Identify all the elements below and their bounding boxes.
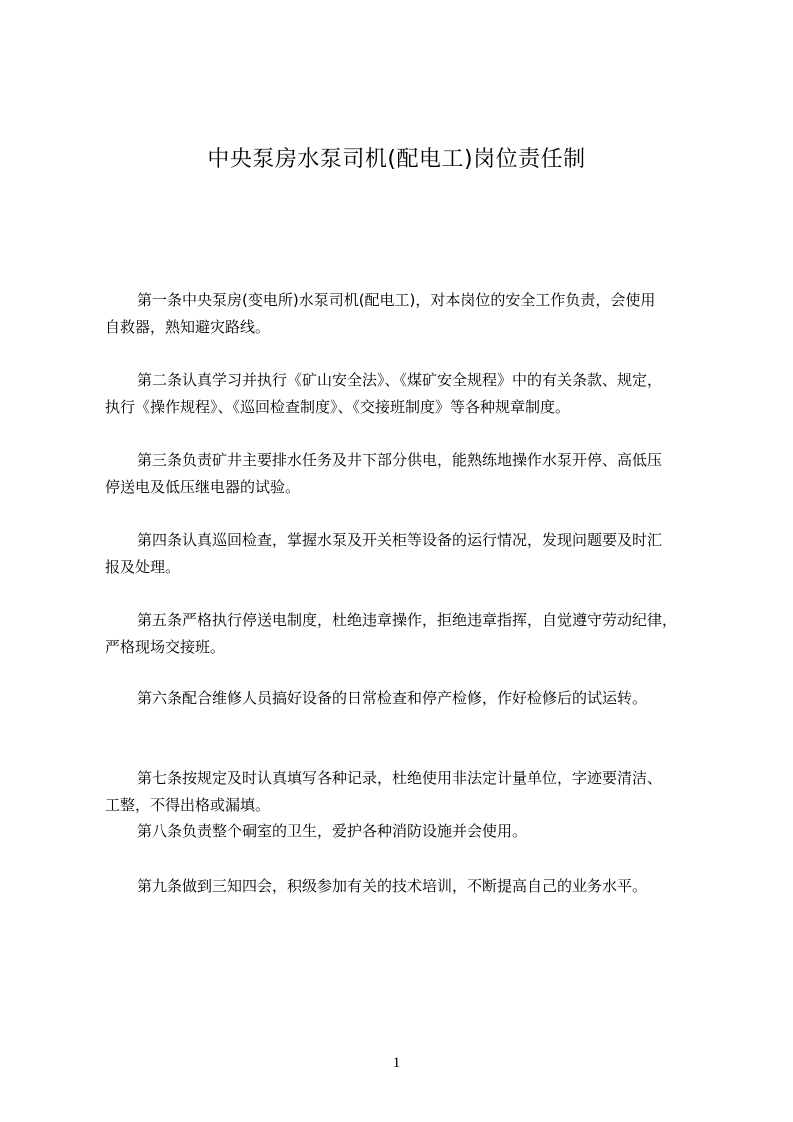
paragraph-line: 报及处理。 [105,558,181,576]
document-title: 中央泵房水泵司机(配电工)岗位责任制 [207,147,586,172]
paragraph-line: 第七条按规定及时认真填写各种记录，杜绝使用非法定计量单位，字迹要清洁、 [137,769,663,787]
article-5 [105,607,705,661]
paragraph-line: 第二条认真学习并执行《矿山安全法》、《煤矿安全规程》中的有关条款、规定， [137,371,663,389]
paragraph-line: 第六条配合维修人员搞好设备的日常检查和停产检修，作好检修后的试运转。 [137,689,648,707]
article-6 [105,685,705,712]
paragraph-line: 第四条认真巡回检查，掌握水泵及开关柜等设备的运行情况，发现问题要及时汇 [137,531,663,549]
article-4 [105,527,705,581]
article-8 [105,818,705,845]
paragraph-line: 第九条做到三知四会，积级参加有关的技术培训，不断提高自己的业务水平。 [137,877,648,895]
paragraph-line: 执行《操作规程》、《巡回检查制度》、《交接班制度》等各种规章制度。 [105,398,571,416]
paragraph-line: 第三条负责矿井主要排水任务及井下部分供电，能熟练地操作水泵开停、高低压 [137,451,663,469]
paragraph-line: 第五条严格执行停送电制度，杜绝违章操作，拒绝违章指挥，自觉遵守劳动纪律， [137,611,678,629]
article-1 [105,287,705,341]
article-7 [105,765,705,819]
paragraph-line: 自救器，熟知避灾路线。 [105,318,271,336]
paragraph-line: 严格现场交接班。 [105,638,226,656]
page-number: 1 [392,1055,401,1071]
paragraph-line: 停送电及低压继电器的试验。 [105,478,301,496]
paragraph-line: 第八条负责整个硐室的卫生，爱护各种消防设施并会使用。 [137,822,528,840]
paragraph-line: 第一条中央泵房(变电所)水泵司机(配电工)，对本岗位的安全工作负责，会使用 [137,291,656,309]
article-3 [105,447,705,501]
article-9 [105,873,705,900]
article-2 [105,367,705,421]
paragraph-line: 工整，不得出格或漏填。 [105,796,271,814]
